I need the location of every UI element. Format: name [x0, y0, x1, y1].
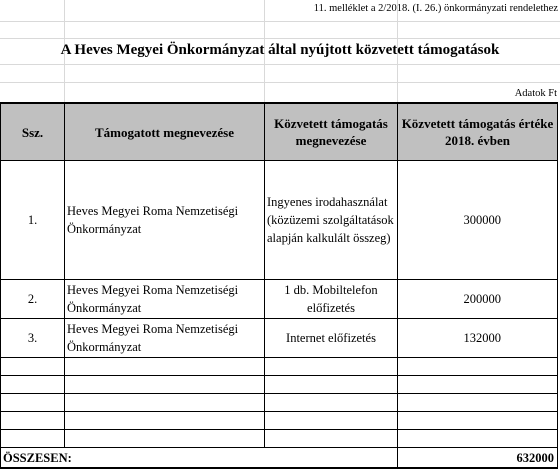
cell-value: 132000 [398, 319, 558, 358]
cell-ssz: 3. [1, 319, 65, 358]
cell-value: 300000 [398, 161, 558, 280]
header-value: Közvetett támogatás értéke 2018. évben [398, 103, 558, 161]
table-row [1, 280, 558, 319]
gridline [0, 21, 560, 22]
empty-row [1, 376, 558, 394]
page-title: A Heves Megyei Önkormányzat által nyújtott közvetett támogatások [60, 42, 500, 58]
empty-row [1, 358, 558, 376]
empty-row [1, 394, 558, 412]
header-row [1, 103, 558, 161]
cell-name: Heves Megyei Roma Nemzetiségi Önkormányzat [65, 161, 265, 280]
regulation-reference: 11. melléklet a 2/2018. (I. 26.) önkormányzati rendelethez [313, 3, 558, 14]
cell-name: Heves Megyei Roma Nemzetiségi Önkormányzat [65, 280, 265, 319]
empty-row [1, 412, 558, 430]
cell-value: 200000 [398, 280, 558, 319]
cell-desc: 1 db. Mobiltelefon előfizetés [265, 280, 398, 319]
cell-desc: Internet előfizetés [265, 319, 398, 358]
cell-ssz: 1. [1, 161, 65, 280]
support-table [0, 102, 558, 469]
unit-note: Adatok Ft [514, 88, 557, 99]
gridline [0, 38, 560, 39]
cell-desc: Ingyenes irodahasználat (közüzemi szolgáltatások alapján kalkulált összeg) [265, 161, 398, 280]
total-label: ÖSSZESEN: [1, 448, 398, 469]
header-name: Támogatott megnevezése [65, 103, 265, 161]
gridline [0, 64, 560, 65]
total-value: 632000 [398, 448, 558, 469]
table-row [1, 161, 558, 280]
total-row [1, 448, 558, 469]
empty-row [1, 430, 558, 448]
cell-ssz: 2. [1, 280, 65, 319]
table-row [1, 319, 558, 358]
gridline [0, 82, 560, 83]
header-desc: Közvetett támogatás megnevezése [265, 103, 398, 161]
cell-name: Heves Megyei Roma Nemzetiségi Önkormányzat [65, 319, 265, 358]
header-ssz: Ssz. [1, 103, 65, 161]
